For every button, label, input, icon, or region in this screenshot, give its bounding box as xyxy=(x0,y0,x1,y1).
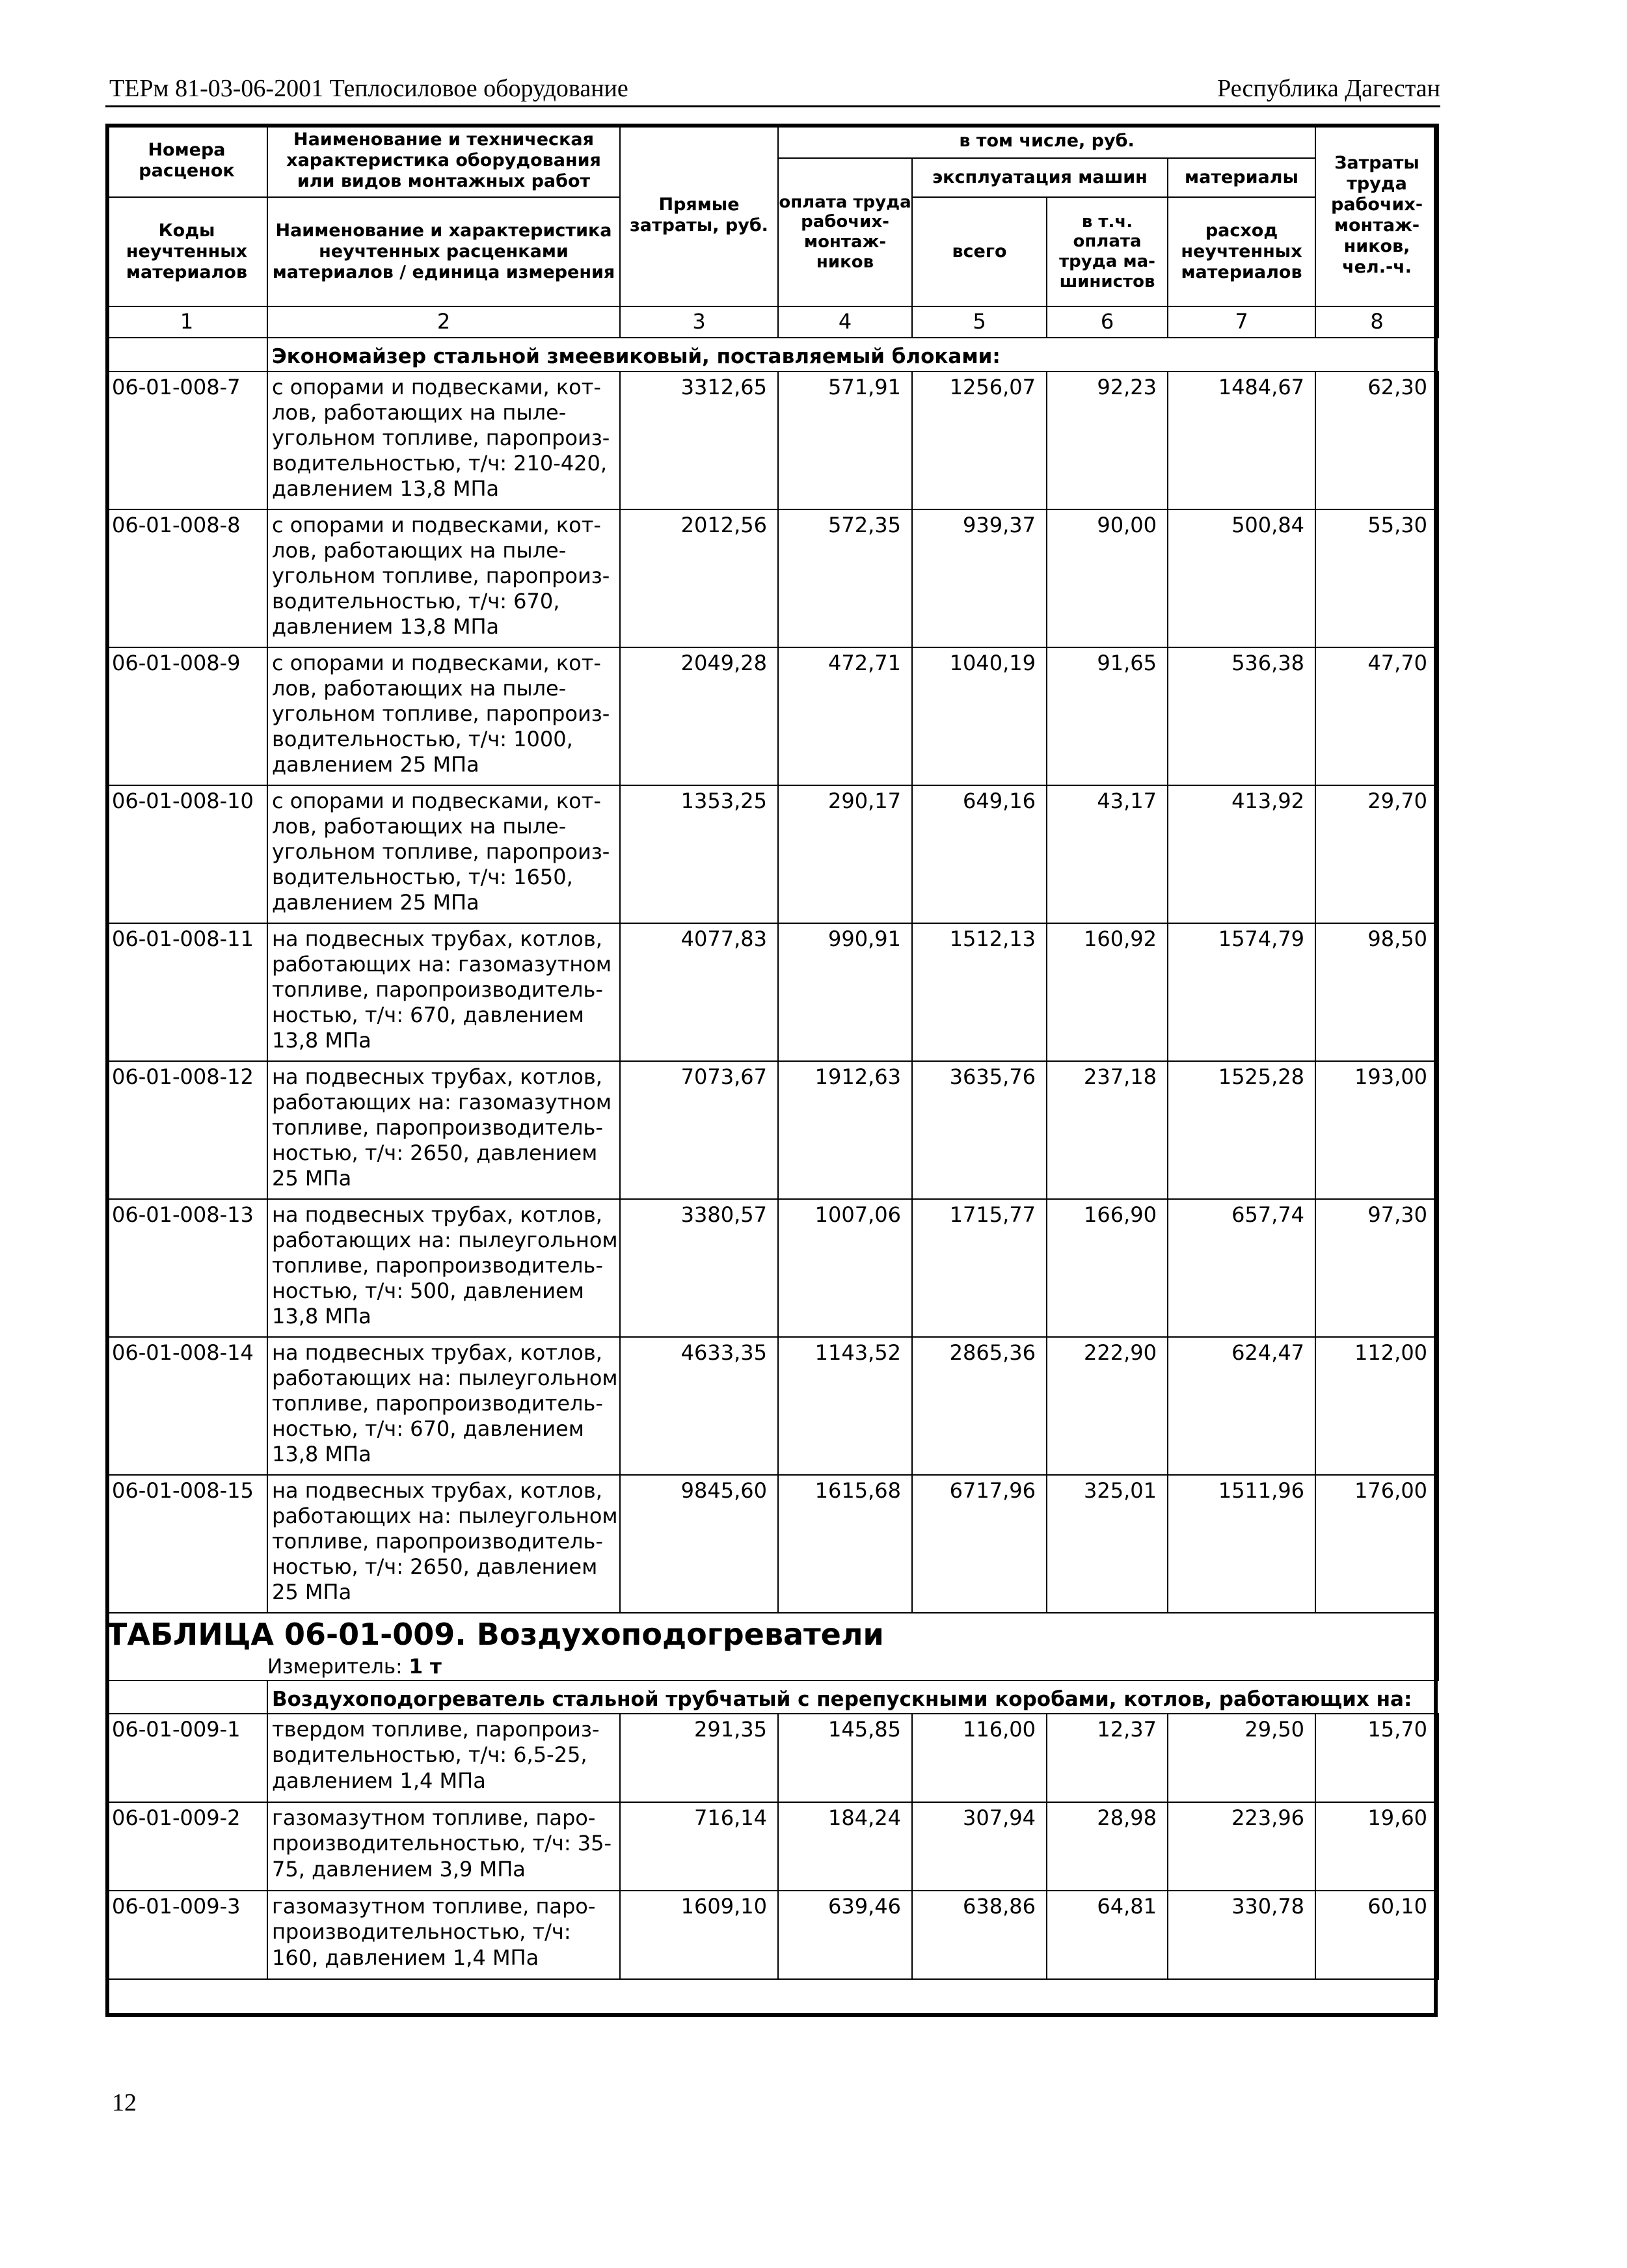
rate-description: с опорами и подвесками, кот- лов, работающих на пыле- угольном топливе, паропроиз- водительностью, т/ч: 670, давлением 13,8 МПа xyxy=(267,509,620,647)
machines-total-value: 638,86 xyxy=(912,1891,1047,1979)
machines-total-value: 939,37 xyxy=(912,509,1047,647)
col-number: 2 xyxy=(267,306,620,338)
rate-code: 06-01-008-13 xyxy=(106,1199,267,1337)
machinist-pay-value: 166,90 xyxy=(1047,1199,1168,1337)
worker-pay-value: 290,17 xyxy=(778,785,912,923)
materials-value: 624,47 xyxy=(1168,1337,1315,1475)
col-number: 8 xyxy=(1315,306,1438,338)
rate-description: с опорами и подвесками, кот- лов, работающих на пыле- угольном топливе, паропроиз- водительностью, т/ч: 210-420, давлением 13,8 МПа xyxy=(267,371,620,509)
col-number: 4 xyxy=(778,306,912,338)
col-number: 5 xyxy=(912,306,1047,338)
machinist-pay-value: 92,23 xyxy=(1047,371,1168,509)
worker-pay-value: 1615,68 xyxy=(778,1475,912,1613)
machinist-pay-value: 91,65 xyxy=(1047,647,1168,785)
labor-hours-value: 176,00 xyxy=(1315,1475,1438,1613)
col-worker-pay-header: оплата труда рабочих-монтаж-ников xyxy=(778,158,912,306)
rate-description: на подвесных трубах, котлов, работающих на: газомазутном топливе, паропроизводитель- ностью, т/ч: 2650, давлением 25 МПа xyxy=(267,1061,620,1199)
materials-value: 536,38 xyxy=(1168,647,1315,785)
labor-hours-value: 47,70 xyxy=(1315,647,1438,785)
rate-description: газомазутном топливе, паро- производительностью, т/ч: 160, давлением 1,4 МПа xyxy=(267,1891,620,1979)
col-material-codes-header: Коды неучтенных материалов xyxy=(106,197,267,306)
machines-total-value: 6717,96 xyxy=(912,1475,1047,1613)
direct-costs-value: 3312,65 xyxy=(620,371,778,509)
including-group-header: в том числе, руб. xyxy=(778,124,1315,158)
labor-hours-value: 97,30 xyxy=(1315,1199,1438,1337)
rate-description: на подвесных трубах, котлов, работающих на: газомазутном топливе, паропроизводитель- ностью, т/ч: 670, давлением 13,8 МПа xyxy=(267,923,620,1061)
table-frame xyxy=(105,124,1438,2017)
worker-pay-value: 184,24 xyxy=(778,1802,912,1891)
labor-hours-value: 62,30 xyxy=(1315,371,1438,509)
worker-pay-value: 472,71 xyxy=(778,647,912,785)
worker-pay-value: 145,85 xyxy=(778,1714,912,1802)
machinist-pay-value: 28,98 xyxy=(1047,1802,1168,1891)
rate-description: твердом топливе, паропроиз- водительностью, т/ч: 6,5-25, давлением 1,4 МПа xyxy=(267,1714,620,1802)
machinist-pay-value: 64,81 xyxy=(1047,1891,1168,1979)
materials-value: 1525,28 xyxy=(1168,1061,1315,1199)
meter-value: 1 т xyxy=(409,1654,442,1679)
rate-code: 06-01-009-1 xyxy=(106,1714,267,1802)
direct-costs-value: 4077,83 xyxy=(620,923,778,1061)
labor-hours-value: 60,10 xyxy=(1315,1891,1438,1979)
direct-costs-value: 1353,25 xyxy=(620,785,778,923)
direct-costs-value: 716,14 xyxy=(620,1802,778,1891)
col-material-usage-header: расход неучтенных материалов xyxy=(1168,197,1315,306)
machinist-pay-value: 43,17 xyxy=(1047,785,1168,923)
materials-value: 1574,79 xyxy=(1168,923,1315,1061)
worker-pay-value: 572,35 xyxy=(778,509,912,647)
section-title: Экономайзер стальной змеевиковый, поставляемый блоками: xyxy=(267,338,1438,371)
table-title: ТАБЛИЦА 06-01-009. Воздухоподогреватели xyxy=(106,1613,1438,1655)
rate-description: газомазутном топливе, паро- производительностью, т/ч: 35- 75, давлением 3,9 МПа xyxy=(267,1802,620,1891)
meter-label: Измеритель: xyxy=(267,1654,403,1679)
worker-pay-value: 990,91 xyxy=(778,923,912,1061)
machines-group-header: эксплуатация машин xyxy=(912,158,1168,197)
worker-pay-value: 639,46 xyxy=(778,1891,912,1979)
rate-code: 06-01-008-14 xyxy=(106,1337,267,1475)
rate-code: 06-01-009-3 xyxy=(106,1891,267,1979)
col-machinist-pay-header: в т.ч. оплата труда ма-шинистов xyxy=(1047,197,1168,306)
direct-costs-value: 291,35 xyxy=(620,1714,778,1802)
labor-hours-value: 112,00 xyxy=(1315,1337,1438,1475)
materials-group-header: материалы xyxy=(1168,158,1315,197)
materials-value: 1511,96 xyxy=(1168,1475,1315,1613)
machinist-pay-value: 90,00 xyxy=(1047,509,1168,647)
materials-value: 330,78 xyxy=(1168,1891,1315,1979)
machines-total-value: 1715,77 xyxy=(912,1199,1047,1337)
worker-pay-value: 1912,63 xyxy=(778,1061,912,1199)
direct-costs-value: 1609,10 xyxy=(620,1891,778,1979)
machinist-pay-value: 237,18 xyxy=(1047,1061,1168,1199)
machines-total-value: 1040,19 xyxy=(912,647,1047,785)
rate-code: 06-01-008-7 xyxy=(106,371,267,509)
direct-costs-value: 9845,60 xyxy=(620,1475,778,1613)
col-number: 3 xyxy=(620,306,778,338)
worker-pay-value: 1143,52 xyxy=(778,1337,912,1475)
labor-hours-value: 55,30 xyxy=(1315,509,1438,647)
col-rate-numbers-header: Номера расценок xyxy=(106,124,267,197)
materials-value: 223,96 xyxy=(1168,1802,1315,1891)
rate-code: 06-01-008-8 xyxy=(106,509,267,647)
machinist-pay-value: 12,37 xyxy=(1047,1714,1168,1802)
labor-hours-value: 29,70 xyxy=(1315,785,1438,923)
machines-total-value: 649,16 xyxy=(912,785,1047,923)
materials-value: 29,50 xyxy=(1168,1714,1315,1802)
col-machines-total-header: всего xyxy=(912,197,1047,306)
rate-code: 06-01-008-10 xyxy=(106,785,267,923)
machines-total-value: 1256,07 xyxy=(912,371,1047,509)
direct-costs-value: 2012,56 xyxy=(620,509,778,647)
col-number: 6 xyxy=(1047,306,1168,338)
machines-total-value: 307,94 xyxy=(912,1802,1047,1891)
rate-description: на подвесных трубах, котлов, работающих на: пылеугольном топливе, паропроизводитель- ностью, т/ч: 2650, давлением 25 МПа xyxy=(267,1475,620,1613)
rate-description: на подвесных трубах, котлов, работающих на: пылеугольном топливе, паропроизводитель- ностью, т/ч: 500, давлением 13,8 МПа xyxy=(267,1199,620,1337)
materials-value: 1484,67 xyxy=(1168,371,1315,509)
machinist-pay-value: 222,90 xyxy=(1047,1337,1168,1475)
rate-code: 06-01-008-12 xyxy=(106,1061,267,1199)
col-name-header: Наименование и техническая характеристика оборудования или видов монтажных работ xyxy=(267,124,620,197)
direct-costs-value: 4633,35 xyxy=(620,1337,778,1475)
rate-code: 06-01-008-15 xyxy=(106,1475,267,1613)
labor-hours-value: 193,00 xyxy=(1315,1061,1438,1199)
rate-code: 06-01-008-9 xyxy=(106,647,267,785)
worker-pay-value: 571,91 xyxy=(778,371,912,509)
direct-costs-value: 7073,67 xyxy=(620,1061,778,1199)
direct-costs-value: 2049,28 xyxy=(620,647,778,785)
worker-pay-value: 1007,06 xyxy=(778,1199,912,1337)
col-material-name-header: Наименование и характеристика неучтенных расценками материалов / единица измерения xyxy=(267,197,620,306)
page-header xyxy=(105,73,1440,107)
labor-hours-value: 98,50 xyxy=(1315,923,1438,1061)
materials-value: 413,92 xyxy=(1168,785,1315,923)
col-labor-hours-header: Затраты труда рабочих-монтаж-ников, чел.-ч. xyxy=(1315,124,1438,306)
col-direct-costs-header: Прямые затраты, руб. xyxy=(620,124,778,306)
rate-code: 06-01-009-2 xyxy=(106,1802,267,1891)
materials-value: 657,74 xyxy=(1168,1199,1315,1337)
document-title: ТЕРм 81-03-06-2001 Теплосиловое оборудование xyxy=(109,75,628,102)
machinist-pay-value: 160,92 xyxy=(1047,923,1168,1061)
region-title: Республика Дагестан xyxy=(1217,75,1440,102)
direct-costs-value: 3380,57 xyxy=(620,1199,778,1337)
rate-description: с опорами и подвесками, кот- лов, работающих на пыле- угольном топливе, паропроиз- водительностью, т/ч: 1650, давлением 25 МПа xyxy=(267,785,620,923)
machines-total-value: 2865,36 xyxy=(912,1337,1047,1475)
labor-hours-value: 15,70 xyxy=(1315,1714,1438,1802)
rate-description: на подвесных трубах, котлов, работающих на: пылеугольном топливе, паропроизводитель- ностью, т/ч: 670, давлением 13,8 МПа xyxy=(267,1337,620,1475)
machines-total-value: 116,00 xyxy=(912,1714,1047,1802)
machines-total-value: 3635,76 xyxy=(912,1061,1047,1199)
col-number: 1 xyxy=(106,306,267,338)
rate-code: 06-01-008-11 xyxy=(106,923,267,1061)
materials-value: 500,84 xyxy=(1168,509,1315,647)
machines-total-value: 1512,13 xyxy=(912,923,1047,1061)
machinist-pay-value: 325,01 xyxy=(1047,1475,1168,1613)
page-number: 12 xyxy=(112,2089,137,2116)
section-subtitle: Воздухоподогреватель стальной трубчатый с перепускными коробами, котлов, работающих на: xyxy=(267,1681,1438,1714)
labor-hours-value: 19,60 xyxy=(1315,1802,1438,1891)
col-number: 7 xyxy=(1168,306,1315,338)
rate-description: с опорами и подвесками, кот- лов, работающих на пыле- угольном топливе, паропроиз- водительностью, т/ч: 1000, давлением 25 МПа xyxy=(267,647,620,785)
